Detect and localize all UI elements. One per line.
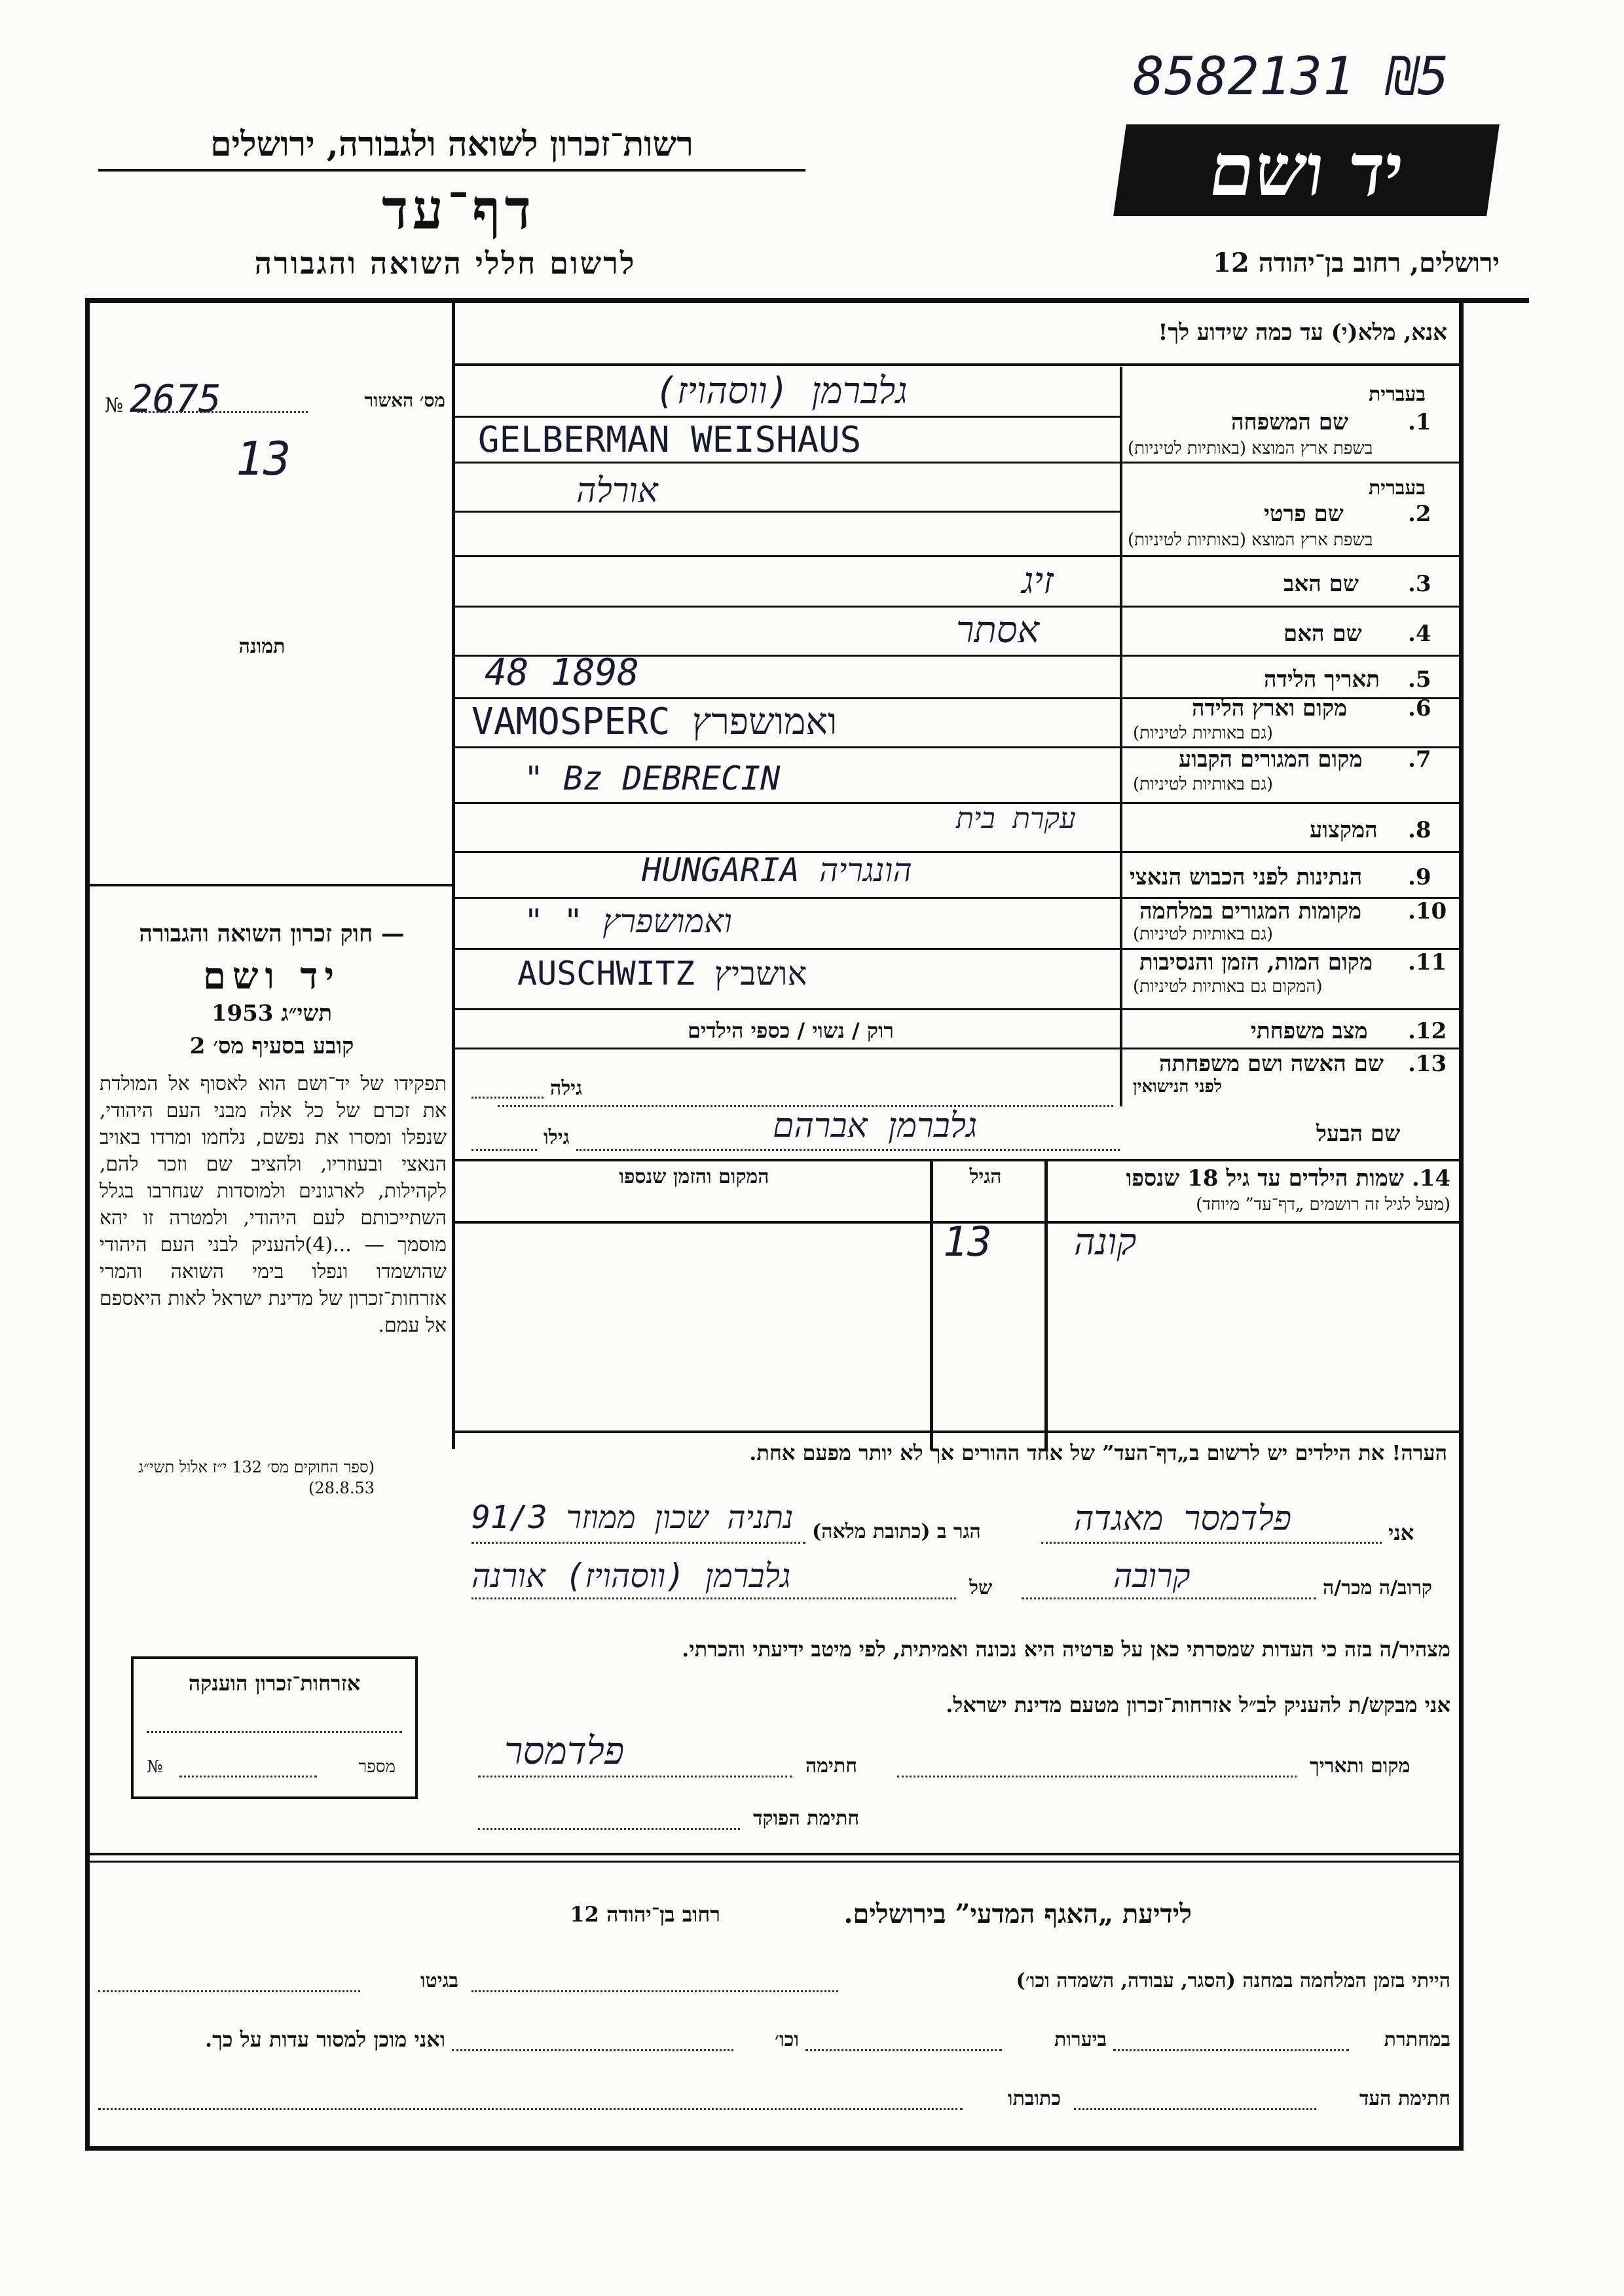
footer-line1: הייתי בזמן המלחמה במחנה (הסגר, עבודה, השמדה וכו׳) <box>1016 1969 1450 1992</box>
citizenship-line-1 <box>147 1731 402 1733</box>
field-11-rule <box>455 1008 1464 1010</box>
declaration-text: מצהיר/ה בזה כי העדות שמסרתי כאן על פרטיה היא נכונה ואמיתית, לפי מיטב ידיעתי והכרתי. <box>682 1637 1450 1662</box>
cert-number-line <box>138 411 308 413</box>
field-10-value: " " ואמושפרץ <box>524 902 732 940</box>
of-label: של <box>969 1576 993 1599</box>
husband-line <box>576 1149 1120 1151</box>
request-text: אני מבקש/ת להעניק לב״ל אזרחות־זכרון מטעם מדינת ישראל. <box>946 1692 1450 1717</box>
children-bottom-rule <box>455 1430 1464 1433</box>
citizenship-box-title: אזרחות־זכרון הוענקה <box>188 1671 361 1696</box>
husband-extra-line <box>471 1149 537 1151</box>
field-11-num: 11. <box>1408 949 1447 975</box>
footer-etc: וכו׳ <box>775 2028 799 2051</box>
law-title: — חוק זכרון השואה והגבורה <box>139 920 405 947</box>
field-6-value: VAMOSPERC ואמושפרץ <box>471 701 838 743</box>
cert-number-value: 2675 <box>129 376 221 421</box>
yad-vashem-logo <box>1113 124 1500 216</box>
field-13-sub: לפני הנישואין <box>1133 1077 1223 1097</box>
field-1-value-hebrew: גלברמן (ווסהויז) <box>655 370 908 412</box>
footer-top-rule-2 <box>90 1861 1459 1863</box>
child-1-age: 13 <box>943 1218 992 1266</box>
field-3-num: 3. <box>1408 571 1431 597</box>
field-1-hebrew-line <box>455 416 1120 418</box>
field-4-value: אסתר <box>956 609 1040 651</box>
field-2-rule <box>455 555 1464 557</box>
photo-label: תמונה <box>238 635 286 658</box>
field-10-label: מקומות המגורים במלחמה <box>1139 898 1362 924</box>
relation-value: קרובה <box>1113 1557 1190 1595</box>
declarant-i-label: אני <box>1388 1520 1414 1545</box>
footer-ready-to-testify: ואני מוכן למסור עדות על כך. <box>204 2027 445 2052</box>
children-col-age: הגיל <box>969 1165 1002 1188</box>
field-12-value: רוק / נשוי / כספי הילדים <box>688 1018 894 1043</box>
archive-number: 858213 <box>1133 46 1322 107</box>
field-9-label: הנתינות לפני הכבוש הנאצי <box>1130 864 1363 890</box>
field-1-label: שם המשפחה <box>1231 409 1349 435</box>
field-6-num: 6. <box>1408 695 1431 721</box>
footer-ghetto: בגיטו <box>420 1969 458 1992</box>
field-13-num: 13. <box>1408 1051 1447 1077</box>
cert-label: מס׳ האשור <box>364 390 445 411</box>
husband-value: גלברמן אברהם <box>773 1106 978 1146</box>
relation-line <box>1022 1597 1316 1599</box>
field-5-num: 5. <box>1408 666 1431 693</box>
citizenship-number-prefix: № <box>147 1757 163 1777</box>
husband-extra: גילו <box>544 1126 570 1149</box>
form-subtitle: לרשום חללי השואה והגבורה <box>254 246 637 281</box>
handwritten-mark: 1 ₪5 <box>1323 46 1449 107</box>
law-reference: (ספר החוקים מס׳ 132 י״ז אלול תשי״ג 28.8.53) <box>138 1458 375 1497</box>
field-1-rule <box>455 462 1464 464</box>
relative-label: קרוב/ה מכר/ה <box>1323 1576 1432 1599</box>
field-2-sub: בשפת ארץ המוצא (באותיות לטיניות) <box>1128 530 1373 550</box>
footer-underground-dots <box>1113 2049 1349 2051</box>
form-title: דף־עד <box>381 177 535 242</box>
field-12-num: 12. <box>1408 1018 1447 1044</box>
field-1-hebrew-tag: בעברית <box>1369 383 1426 406</box>
place-date-label: מקום ותאריך <box>1310 1755 1411 1777</box>
citizenship-box <box>131 1656 418 1799</box>
field-6-sub: (גם באותיות לטיניות) <box>1133 723 1274 743</box>
field-5-label: תאריך הלידה <box>1264 666 1380 693</box>
field-8-label: המקצוע <box>1310 817 1378 843</box>
footer-address: רחוב בן־יהודה 12 <box>570 1902 720 1927</box>
field-3-value: זיג <box>1022 560 1054 602</box>
field-3-rule <box>455 606 1464 608</box>
of-name-line <box>471 1597 956 1599</box>
children-note: הערה! את הילדים יש לרשום ב„דף־העד” של אחד ההורים אך לא יותר מפעם אחת. <box>749 1440 1447 1465</box>
left-col-rule <box>90 884 452 886</box>
officer-signature-label: חתימת הפוקד <box>753 1807 860 1830</box>
field-2-hebrew-line <box>455 511 1120 513</box>
husband-label: שם הבעל <box>1316 1121 1401 1147</box>
signature-value: פלדמסר <box>504 1728 625 1773</box>
field-13-extra-line <box>471 1097 544 1099</box>
footer-etc-dots <box>452 2049 733 2051</box>
footer-forests: ביערות <box>1054 2028 1107 2051</box>
field-6-label: מקום וארץ הלידה <box>1192 695 1348 721</box>
field-1-num: 1. <box>1408 409 1431 435</box>
law-section: קובע בסעיף מס׳ 2 <box>189 1033 354 1059</box>
field-2-num: 2. <box>1408 501 1431 527</box>
law-name: יד ושם <box>202 955 341 998</box>
cert-number-prefix: № <box>105 394 124 417</box>
declarant-name: פלדמסר מאגדה <box>1074 1499 1292 1539</box>
citizenship-number-line <box>179 1776 317 1777</box>
cert-sub: 13 <box>236 432 291 486</box>
children-col-divider-1 <box>1044 1159 1048 1450</box>
children-col-place: המקום והזמן שנספו <box>619 1165 769 1188</box>
field-2-hebrew-tag: בעברית <box>1369 477 1426 500</box>
labels-divider <box>1120 367 1122 1106</box>
footer-top-rule-1 <box>90 1853 1459 1855</box>
footer-underground: במחתרת <box>1384 2028 1450 2051</box>
field-4-num: 4. <box>1408 621 1431 647</box>
footer-title: לידיעת „האגף המדעי” בירושלים. <box>843 1899 1192 1929</box>
field-13-label: שם האשה ושם משפחתה <box>1159 1051 1384 1077</box>
declarant-address-line <box>471 1542 805 1544</box>
please-fill-rule <box>452 363 1460 366</box>
footer-forests-dots <box>805 2049 1002 2051</box>
field-3-label: שם האב <box>1283 571 1359 597</box>
header-rule <box>98 169 805 172</box>
frame-left <box>85 298 90 2151</box>
field-2-label: שם פרטי <box>1264 501 1344 527</box>
of-name: גלברמן (ווסהויז) אורנה <box>471 1557 791 1595</box>
cert-number <box>105 376 221 421</box>
field-5-value: 48 1898 <box>485 651 640 694</box>
field-7-num: 7. <box>1408 746 1431 773</box>
field-4-label: שם האם <box>1283 621 1362 647</box>
law-text: תפקידו של יד־ושם הוא לאסוף אל המולדת את זכרם של כל אלה מבני העם היהודי, שנפלו ומסרו את נפשם, נלחמו ומרדו באויב הנאצי ובעוזריו, ולהציב שם וזכר להם, לקהילות, לארגונים ולמוסדות שנחרבו בגלל השתייכותם לעם היהודי, ולמטרה זו יהא מוסמך — ...(4)להעניק לבני העם היהודי שהושמדו ונפלו בימי השואה והמרי אזרחות־זכרון של מדינת ישראל לאות היאספם אל עמם. <box>100 1072 447 1337</box>
field-12-label: מצב משפחתי <box>1251 1018 1368 1044</box>
field-7-value: " Bz DEBRECIN <box>524 759 781 797</box>
declarant-resides-label: הגר ב (כתובת מלאה) <box>812 1520 981 1543</box>
left-column-divider <box>452 303 455 1449</box>
children-col-divider-2 <box>930 1159 933 1450</box>
header-address: ירושלים, רחוב בן־יהודה 12 <box>1213 247 1500 278</box>
field-9-num: 9. <box>1408 864 1431 890</box>
field-7-label: מקום המגורים הקבוע <box>1179 746 1363 773</box>
field-11-label: מקום המות, הזמן והנסיבות <box>1139 949 1373 975</box>
law-year: תשי״ג 1953 <box>211 1000 333 1027</box>
please-fill: אנא, מלא(י) עד כמה שידוע לך! <box>1158 319 1447 346</box>
institution-name: רשות־זכרון לשואה ולגבורה, ירושלים <box>210 124 693 164</box>
declarant-address: נתניה שכון ממוזר 91/3 <box>471 1499 794 1536</box>
field-9-value: HUNGARIA הונגריה <box>642 851 912 889</box>
field-12-rule <box>455 1048 1464 1049</box>
field-13-extra: גילה <box>550 1077 583 1100</box>
declarant-name-line <box>1041 1542 1382 1544</box>
citizenship-number-label: מספר <box>358 1757 396 1777</box>
footer-address-dots <box>98 2108 963 2110</box>
field-11-value: AUSCHWITZ אושביץ <box>517 955 807 993</box>
field-8-rule <box>455 851 1464 853</box>
field-2-value-hebrew: אורלה <box>576 471 658 511</box>
field-1-sub: בשפת ארץ המוצא (באותיות לטיניות) <box>1128 439 1373 458</box>
field-10-sub: (גם באותיות לטיניות) <box>1133 924 1274 944</box>
field-11-sub: (המקום גם באותיות לטיניות) <box>1133 977 1323 996</box>
place-date-line <box>897 1776 1297 1777</box>
field-8-value: עקרת בית <box>956 802 1076 835</box>
field-8-num: 8. <box>1408 817 1431 843</box>
signature-line <box>478 1776 792 1777</box>
frame-right <box>1459 298 1464 2151</box>
children-title: 14. שמות הילדים עד גיל 18 שנספו <box>1126 1165 1450 1192</box>
field-1-value-latin: GELBERMAN WEISHAUS <box>478 419 862 460</box>
field-7-sub: (גם באותיות לטיניות) <box>1133 774 1274 794</box>
footer-witness-dots <box>1074 2108 1316 2110</box>
frame-bottom <box>85 2146 1464 2151</box>
child-1-name: קונה <box>1074 1221 1137 1264</box>
footer-address-label: כתובתו <box>1007 2087 1061 2110</box>
logo-text: יד ושם <box>1204 128 1409 212</box>
field-10-num: 10. <box>1408 898 1447 924</box>
footer-line1-dots <box>471 1990 838 1992</box>
officer-signature-line <box>478 1828 740 1830</box>
frame-top <box>85 298 1529 303</box>
footer-witness-signature: חתימת העד <box>1359 2087 1450 2110</box>
signature-label: חתימה <box>805 1755 857 1777</box>
children-top-rule <box>455 1159 1464 1161</box>
children-title-sub: (מעל לגיל זה רושמים „דף־עד” מיוחד) <box>1196 1195 1450 1214</box>
footer-ghetto-dots <box>98 1990 360 1992</box>
